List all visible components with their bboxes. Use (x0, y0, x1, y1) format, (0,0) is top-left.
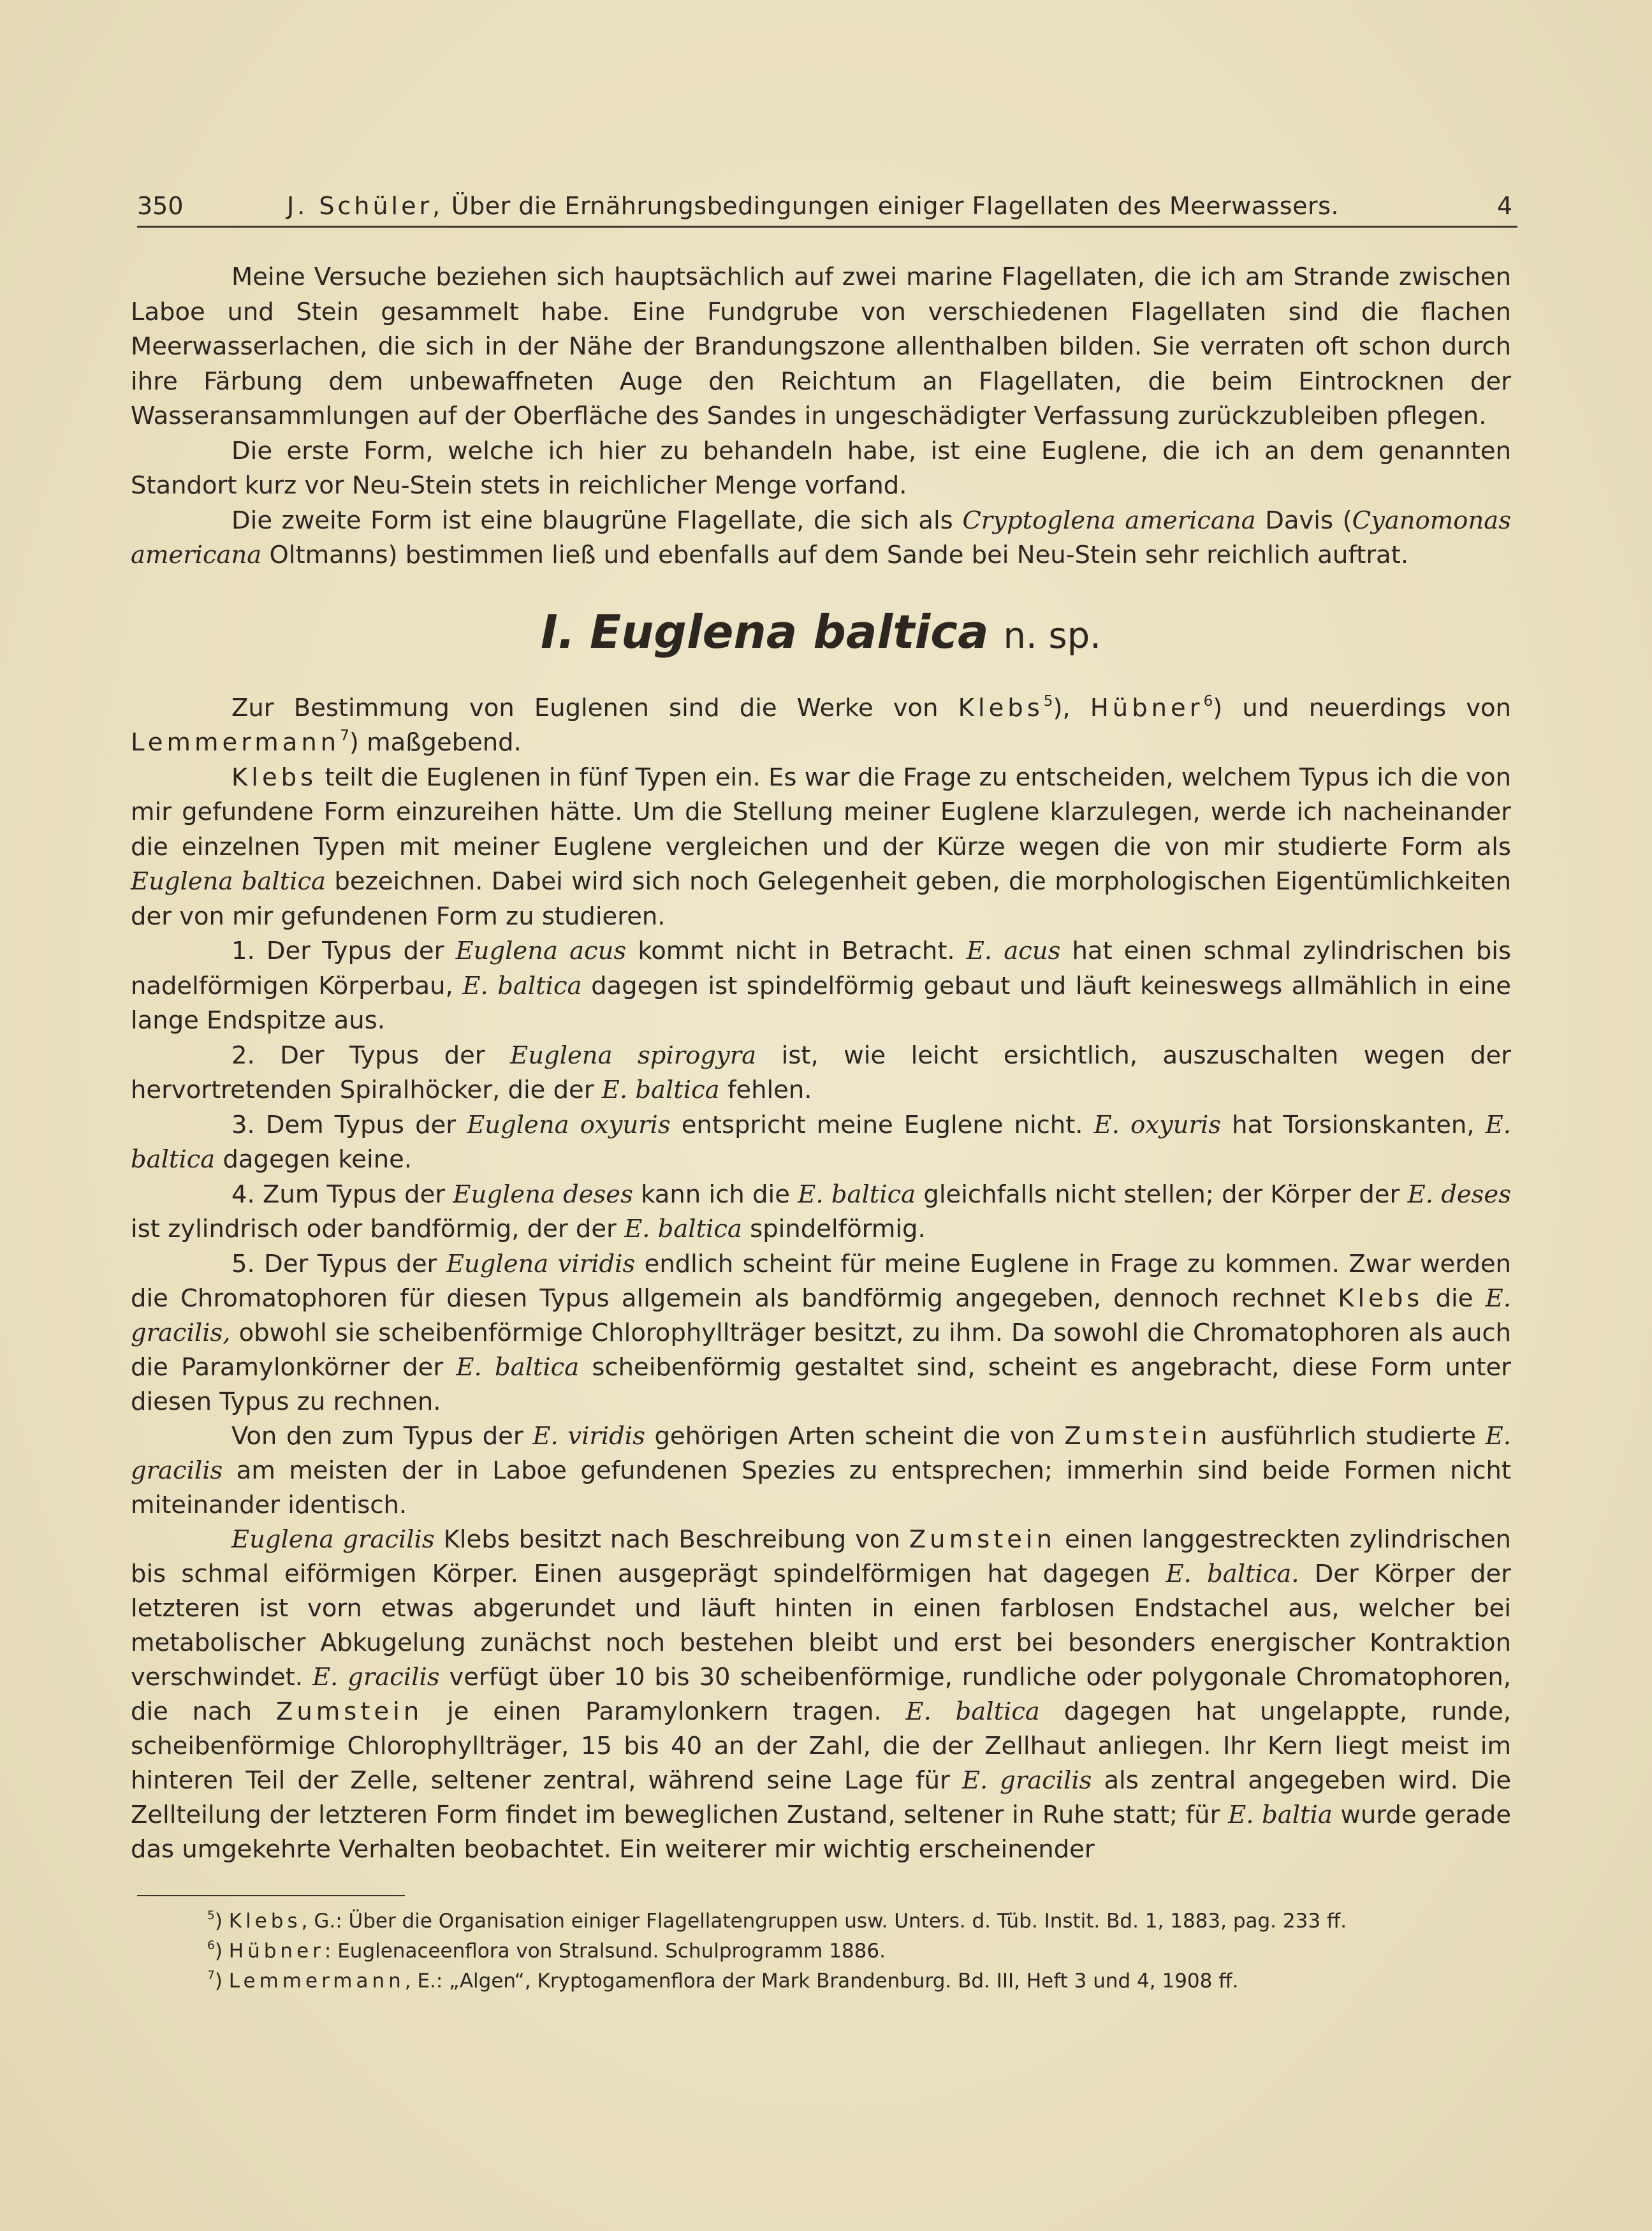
author-ref: Klebs (1338, 1284, 1424, 1313)
text-run: dagegen keine. (223, 1145, 413, 1174)
footnote-text: , G.: Über die Organisation einiger Flagellatengruppen usw. Unters. d. Tüb. Instit. Bd. 1, 1883, pag. 233 ff. (301, 1910, 1347, 1933)
paragraph-type-5 (131, 1247, 1511, 1419)
author-ref: Zumstein (276, 1697, 423, 1726)
species-name: E. baltica (624, 1215, 742, 1243)
text-run: gleichfalls nicht stellen; der Körper der (923, 1180, 1400, 1209)
species-name: E. gracilis (961, 1766, 1092, 1795)
author-ref: Lemmermann (228, 1970, 405, 1993)
footnote-number: 6 (207, 1938, 215, 1952)
text-run: Oltmanns) bestimmen ließ und ebenfalls auf dem Sande bei Neu-Stein sehr reichlich auftrat. (269, 541, 1409, 569)
species-name: Euglena acus (455, 937, 627, 965)
paragraph-type-3 (131, 1108, 1511, 1178)
text-run: gehörigen Arten scheint die von (654, 1421, 1055, 1451)
heading-species: Euglena baltica (589, 604, 989, 659)
species-name: Cryptoglena americana (962, 506, 1256, 535)
text-run: obwohl sie scheibenförmige Chlorophyllträger besitzt, zu ihm. Da sowohl die Chromatophoren als auch die Paramylonkörner der (131, 1318, 1511, 1382)
running-header (137, 186, 1517, 228)
footnote-number: 7 (207, 1968, 215, 1982)
text-run: kommt nicht in Betracht. (638, 937, 955, 965)
text-run: ) maßgebend. (349, 728, 522, 757)
text-run: wurde gerade das umgekehrte Verhalten beobachtet. Ein weiterer mir wichtig erscheinender (131, 1800, 1512, 1864)
species-name: Euglena baltica (131, 867, 326, 896)
text-run: hat einen schmal zylindrischen bis nadelförmigen Körperbau, (131, 937, 1512, 1000)
text-run: fehlen. (727, 1076, 812, 1104)
author-ref: Lemmermann (131, 728, 340, 757)
running-title (287, 186, 1339, 226)
text-run: verfügt über 10 bis 30 scheibenförmige, rundliche oder polygonale Chromatophoren, die nach (131, 1662, 1511, 1726)
paragraph-intro-3 (131, 504, 1511, 573)
author-ref: Klebs (231, 763, 318, 792)
paragraph-viridis (131, 1419, 1511, 1523)
species-name: Euglena deses (453, 1180, 633, 1209)
species-name: E. gracilis (131, 1421, 1511, 1485)
text-run: je einen Paramylonkern tragen. (447, 1697, 882, 1726)
species-name: E. gracilis, (131, 1284, 1512, 1347)
author-ref: Zumstein (909, 1525, 1056, 1554)
text-run: spindelförmig. (750, 1215, 926, 1243)
species-name: Euglena gracilis (231, 1525, 435, 1554)
text-run: ausführlich studierte (1220, 1421, 1476, 1451)
footnote: $^5$) Klebs, G.: Über die Organisation einiger Flagellatengruppen usw. Unters. d. Tüb. Instit. Bd. 1, 1883, pag. 233 ff. (207, 1908, 1347, 1933)
species-name: E. oxyuris (1093, 1110, 1222, 1139)
text-run: ist zylindrisch oder bandförmig, der der (131, 1215, 617, 1243)
species-name: E. gracilis (312, 1662, 440, 1692)
footnote: $^6$) Hübner: Euglenaceenflora von Stralsund. Schulprogramm 1886. (207, 1938, 886, 1963)
paragraph-gracilis (131, 1523, 1511, 1867)
species-name: Euglena viridis (446, 1249, 636, 1278)
text-run: kann ich die (641, 1180, 790, 1209)
text-run: teilt die Euglenen in fünf Typen ein. Es war die Frage zu entscheiden, welchem Typus ich die von mir gefundene Form einzureihen hätte. Um die Stellung meiner Euglene klarzulegen, werde ich nacheinander die einzelnen Typen mit meiner Euglene vergleichen und der Kürze wegen die von mir studierte Form als (131, 763, 1511, 861)
section-number: 4 (1496, 192, 1512, 220)
paragraph-type-1 (131, 934, 1511, 1039)
text-run: 4. Zum Typus der (231, 1180, 446, 1209)
footnote-ref: 5 (1043, 692, 1053, 710)
text-run: ), (1053, 693, 1071, 722)
heading-number: I. (540, 604, 576, 659)
footnote-text: , E.: „Algen“, Kryptogamenflora der Mark Brandenburg. Bd. III, Heft 3 und 4, 1908 ff. (404, 1970, 1239, 1993)
heading-suffix: n. sp. (1003, 615, 1102, 657)
species-name: E. baltica (798, 1180, 916, 1209)
text-run: dagegen ist spindelförmig gebaut und läuft keineswegs allmählich in eine lange Endspitze aus. (131, 971, 1511, 1035)
text-run: Die zweite Form ist eine blaugrüne Flagellate, die sich als (231, 506, 953, 535)
species-name: E. baltica (456, 1352, 580, 1382)
text-run: bezeichnen. Dabei wird sich noch Gelegenheit geben, die morphologischen Eigentümlichkeiten der von mir gefundenen Form zu studieren. (131, 867, 1511, 931)
paragraph-intro-2: Die erste Form, welche ich hier zu behandeln habe, ist eine Euglene, die ich an dem genannten Standort kurz vor Neu-Stein stets in reichlicher Menge vorfand. (131, 436, 1511, 500)
species-name: Euglena spirogyra (510, 1041, 757, 1070)
text-run: Von den zum Typus der (231, 1421, 523, 1451)
paragraph-type-4 (131, 1178, 1511, 1247)
footnote: $^7$) Lemmermann, E.: „Algen“, Kryptogamenflora der Mark Brandenburg. Bd. III, Heft 3 und 4, 1908 ff. (207, 1968, 1239, 1993)
text-run: dagegen hat ungelappte, runde, scheibenförmige Chlorophyllträger, 15 bis 40 an der Zahl, die der Zellhaut anliegen. Ihr Kern liegt meist im hinteren Teil der Zelle, seltener zentral, während seine Lage für (131, 1697, 1512, 1795)
author-ref: Zumstein (1064, 1421, 1211, 1451)
author-ref: Hübner (228, 1940, 325, 1963)
species-name: Euglena oxyuris (467, 1110, 671, 1139)
text-run: 3. Dem Typus der (231, 1110, 457, 1139)
footnote-ref: 7 (340, 727, 349, 744)
author-ref: Klebs (958, 693, 1044, 722)
article-title: Über die Ernährungsbedingungen einiger Flagellaten des Meerwassers. (451, 192, 1339, 220)
paragraph-intro-1: Meine Versuche beziehen sich hauptsächlich auf zwei marine Flagellaten, die ich am Strande zwischen Laboe und Stein gesammelt habe. Eine Fundgrube von verschiedenen Flagellaten sind die flachen Meerwasserlachen, die sich in der Nähe der Brandungszone allenthalben bilden. Sie verraten oft schon durch ihre Färbung dem unbewaffneten Auge den Reichtum an Flagellaten, die beim Eintrocknen der Wasseransammlungen auf der Oberfläche des Sandes in ungeschädigter Verfassung zurückzubleiben pflegen. (131, 263, 1511, 430)
text-run: Klebs besitzt nach Beschreibung von (443, 1525, 900, 1554)
footnote-number: 5 (207, 1908, 215, 1922)
text-run: Der Körper der letzteren ist vorn etwas abgerundet und läuft hinten in einen farblosen Endstachel aus, welcher bei metabolischer Abkugelung zunächst noch bestehen bleibt und erst bei besonders energischer Kontraktion verschwindet. (131, 1559, 1511, 1692)
paragraph-klebs-types (131, 761, 1511, 935)
footnotes (207, 1906, 1482, 1996)
species-name: E. baltica (601, 1076, 720, 1104)
species-name: E. acus (966, 937, 1061, 965)
text-run: entspricht meine Euglene nicht. (681, 1110, 1083, 1139)
author-ref: Hübner (1090, 693, 1204, 722)
species-name: Cyanomonas americana (131, 506, 1511, 569)
page-number: 350 (137, 192, 184, 220)
text-run: ist, wie leicht ersichtlich, auszuschalten wegen der hervortretenden Spiralhöcker, die der (131, 1041, 1511, 1104)
footnote-separator (137, 1895, 405, 1896)
author-name: J. Schüler, (287, 192, 444, 220)
paragraph-sources (131, 691, 1511, 761)
author-ref: Klebs (228, 1910, 302, 1933)
text-run: 5. Der Typus der (231, 1249, 437, 1278)
text-run: die (1435, 1284, 1473, 1313)
text-run: endlich scheint für meine Euglene in Frage zu kommen. Zwar werden die Chromatophoren für diesen Typus allgemein als bandförmig angegeben, dennoch rechnet (131, 1249, 1512, 1313)
section-heading (131, 605, 1511, 663)
text-run: Zur Bestimmung von Euglenen sind die Werke von (231, 693, 939, 722)
text-run: scheibenförmig gestaltet sind, scheint es angebracht, diese Form unter diesen Typus zu rechnen. (131, 1352, 1511, 1416)
text-run: Davis ( (1265, 506, 1352, 535)
main-text (131, 260, 1511, 1867)
species-name: E. baltica. (1166, 1559, 1299, 1588)
footnote-ref: 6 (1203, 692, 1213, 710)
species-name: E. baltica (462, 971, 582, 1000)
text-run: 1. Der Typus der (231, 937, 444, 965)
paragraph-type-2 (131, 1039, 1511, 1108)
text-run: hat Torsionskanten, (1232, 1110, 1475, 1139)
text-run: 2. Der Typus der (231, 1041, 485, 1070)
species-name: E. baltica (131, 1110, 1512, 1174)
text-run: als zentral angegeben wird. Die Zellteilung der letzteren Form findet im beweglichen Zustand, seltener in Ruhe statt; für (131, 1766, 1512, 1829)
species-name: E. baltica (905, 1697, 1040, 1726)
species-name: E. viridis (532, 1421, 645, 1451)
text-run: am meisten der in Laboe gefundenen Spezies zu entsprechen; immerhin sind beide Formen nicht miteinander identisch. (131, 1456, 1511, 1519)
species-name: E. baltia (1228, 1800, 1333, 1829)
footnote-text: : Euglenaceenflora von Stralsund. Schulprogramm 1886. (324, 1940, 886, 1963)
text-run: einen langgestreckten zylindrischen bis schmal eiförmigen Körper. Einen ausgeprägt spindelförmigen hat dagegen (131, 1525, 1511, 1588)
text-run: ) und neuerdings von (1213, 693, 1511, 722)
species-name: E. deses (1407, 1180, 1511, 1209)
